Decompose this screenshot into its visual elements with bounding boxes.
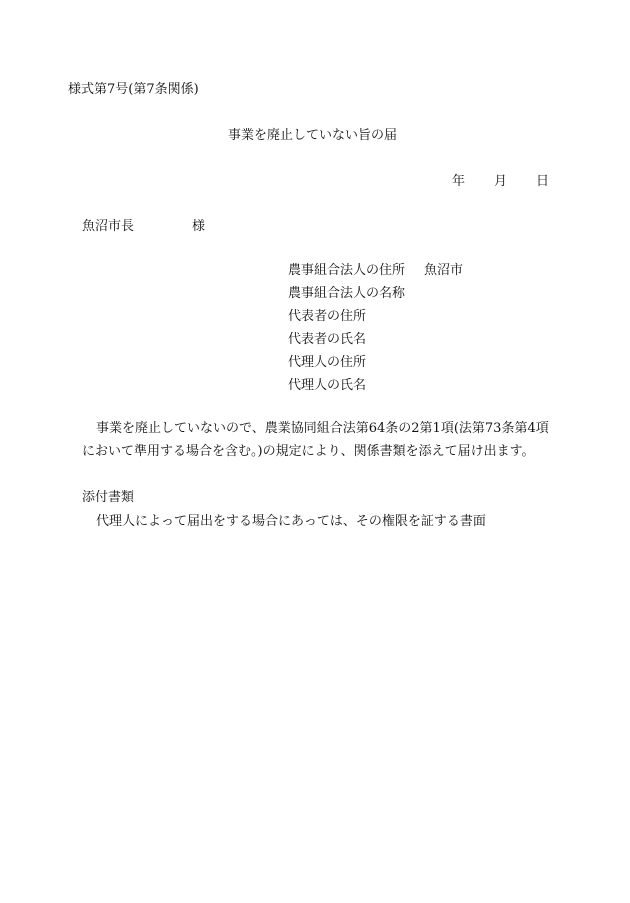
attachments-heading: 添付書類 [82, 490, 135, 505]
addressee-honorific: 様 [192, 219, 206, 234]
applicant-corp-name-label: 農事組合法人の名称 [288, 286, 406, 301]
form-number: 様式第7号(第7条関係) [68, 82, 199, 97]
agent-address-label: 代理人の住所 [288, 355, 367, 370]
attachments-item: 代理人によって届出をする場合にあっては、その権限を証する書面 [96, 514, 486, 529]
applicant-corp-address-value: 魚沼市 [424, 263, 464, 278]
body-text-line-2: において準用する場合を含む。)の規定により、関係書類を添えて届け出ます。 [82, 444, 535, 459]
date-day-label: 日 [536, 174, 550, 189]
applicant-corp-address-label: 農事組合法人の住所 [288, 263, 406, 278]
body-text-line-1: 事業を廃止していないので、農業協同組合法第64条の2第1項(法第73条第4項 [96, 421, 549, 436]
agent-name-label: 代理人の氏名 [288, 378, 367, 393]
document-title: 事業を廃止していない旨の届 [228, 128, 398, 143]
date-month-label: 月 [494, 174, 508, 189]
date-year-label: 年 [452, 174, 466, 189]
representative-address-label: 代表者の住所 [288, 309, 367, 324]
addressee-name: 魚沼市長 [82, 219, 135, 234]
representative-name-label: 代表者の氏名 [288, 332, 367, 347]
